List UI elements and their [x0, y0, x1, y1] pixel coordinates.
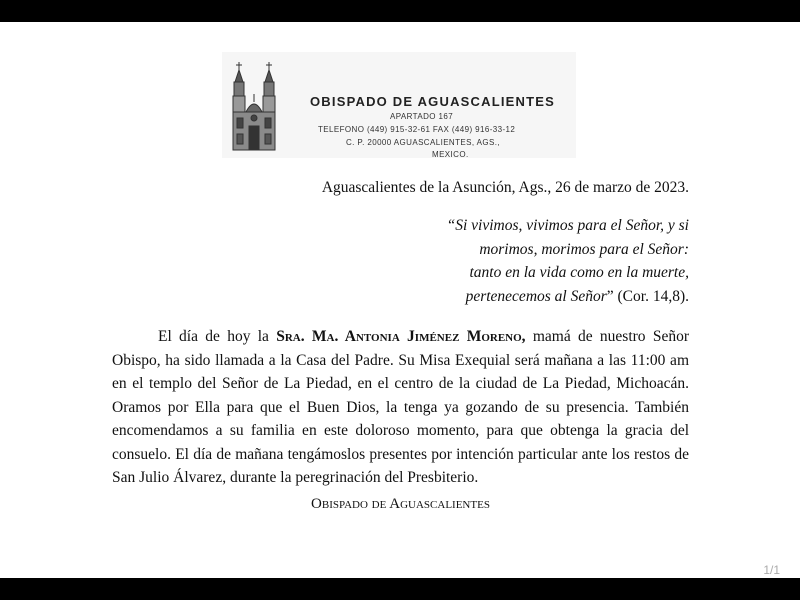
letter-date: Aguascalientes de la Asunción, Ags., 26 de marzo de 2023. — [321, 179, 689, 196]
page-indicator: 1/1 — [763, 563, 780, 577]
epigraph-quote — [289, 214, 689, 308]
letter-body — [112, 325, 689, 490]
letterhead-organization: OBISPADO DE AGUASCALIENTES — [310, 94, 555, 109]
body-intro: El día de hoy la — [158, 328, 277, 345]
quote-line-2: morimos, morimos para el Señor: — [479, 240, 689, 258]
viewer-bottom-bar — [0, 578, 800, 600]
deceased-name: Sra. Ma. Antonia Jiménez Moreno, — [276, 328, 526, 345]
letterhead-country: MEXICO. — [432, 150, 469, 159]
viewer-top-bar — [0, 0, 800, 22]
cathedral-icon — [232, 60, 276, 152]
body-rest: mamá de nuestro Señor Obispo, ha sido llamada a la Casa del Padre. Su Misa Exequial será mañana a las 11:00 am en el templo del Señor de La Piedad, en el centro de la ciudad de La Piedad, Michoacán. Oramos por Ella para que el Buen Dios, la tenga ya gozando de su presencia. También encomendamos a su familia en este doloroso momento, para que obtenga la gracia del consuelo. El día de mañana tengámoslos presentes por intención particular ante los restos de San Julio Álvarez, durante la peregrinación del Presbiterio. — [112, 328, 690, 486]
quote-line-4: pertenecemos al Señor — [465, 287, 607, 305]
body-paragraph — [112, 325, 689, 490]
quote-line-1: “Si vivimos, vivimos para el Señor, y si — [446, 217, 689, 234]
letterhead-apartado: APARTADO 167 — [390, 112, 454, 121]
quote-line-3: tanto en la vida como en la muerte, — [469, 264, 689, 281]
letterhead-postal-address: C. P. 20000 AGUASCALIENTES, AGS., — [346, 138, 501, 147]
quote-reference: ” (Cor. 14,8). — [606, 287, 689, 305]
signature: Obispado de Aguascalientes — [311, 496, 490, 512]
letterhead — [222, 52, 576, 158]
letterhead-phone-fax: TELEFONO (449) 915-32-61 FAX (449) 916-33-12 — [318, 125, 516, 134]
